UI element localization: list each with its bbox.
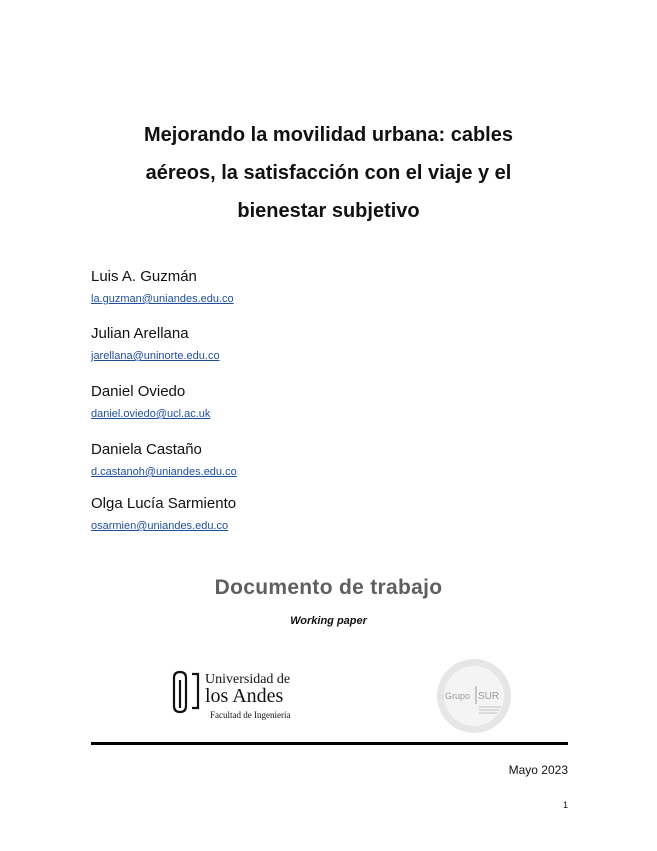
publication-date: Mayo 2023 [508, 763, 568, 777]
uniandes-logo-line3: Facultad de Ingeniería [210, 710, 291, 720]
author-entry [91, 495, 236, 533]
title-line-2: aéreos, la satisfacción con el viaje y el [145, 162, 512, 184]
uniandes-logo-line1: Universidad de [205, 672, 291, 687]
author-entry [91, 268, 234, 306]
author-email-link[interactable]: d.castanoh@uniandes.edu.co [91, 466, 237, 478]
uniandes-logo-line2: los Andes [205, 685, 284, 707]
author-name: Daniela Castaño [91, 441, 202, 458]
author-name: Daniel Oviedo [91, 383, 186, 400]
title-line-3: bienestar subjetivo [237, 200, 420, 222]
author-entry [91, 383, 210, 421]
author-email-link[interactable]: osarmien@uniandes.edu.co [91, 520, 229, 532]
document-title [100, 116, 557, 230]
horizontal-rule [91, 742, 568, 745]
author-email-link[interactable]: la.guzman@uniandes.edu.co [91, 293, 234, 305]
grupo-sur-right-text: SUR [478, 691, 500, 702]
grupo-sur-left-text: Grupo [445, 691, 471, 701]
author-email-link[interactable]: jarellana@uninorte.edu.co [91, 350, 220, 362]
author-name: Olga Lucía Sarmiento [91, 495, 237, 512]
author-name: Julian Arellana [91, 325, 189, 342]
document-subtype: Working paper [290, 615, 367, 627]
author-email-link[interactable]: daniel.oviedo@ucl.ac.uk [91, 408, 211, 420]
document-type-heading: Documento de trabajo [214, 576, 443, 599]
author-entry [91, 441, 237, 479]
uniandes-emblem-icon [174, 672, 198, 712]
author-name: Luis A. Guzmán [91, 268, 197, 285]
uniandes-logo [170, 666, 310, 724]
title-line-1: Mejorando la movilidad urbana: cables [144, 124, 513, 146]
author-entry [91, 325, 220, 363]
grupo-sur-logo [435, 658, 513, 734]
page-number: 1 [562, 800, 568, 810]
